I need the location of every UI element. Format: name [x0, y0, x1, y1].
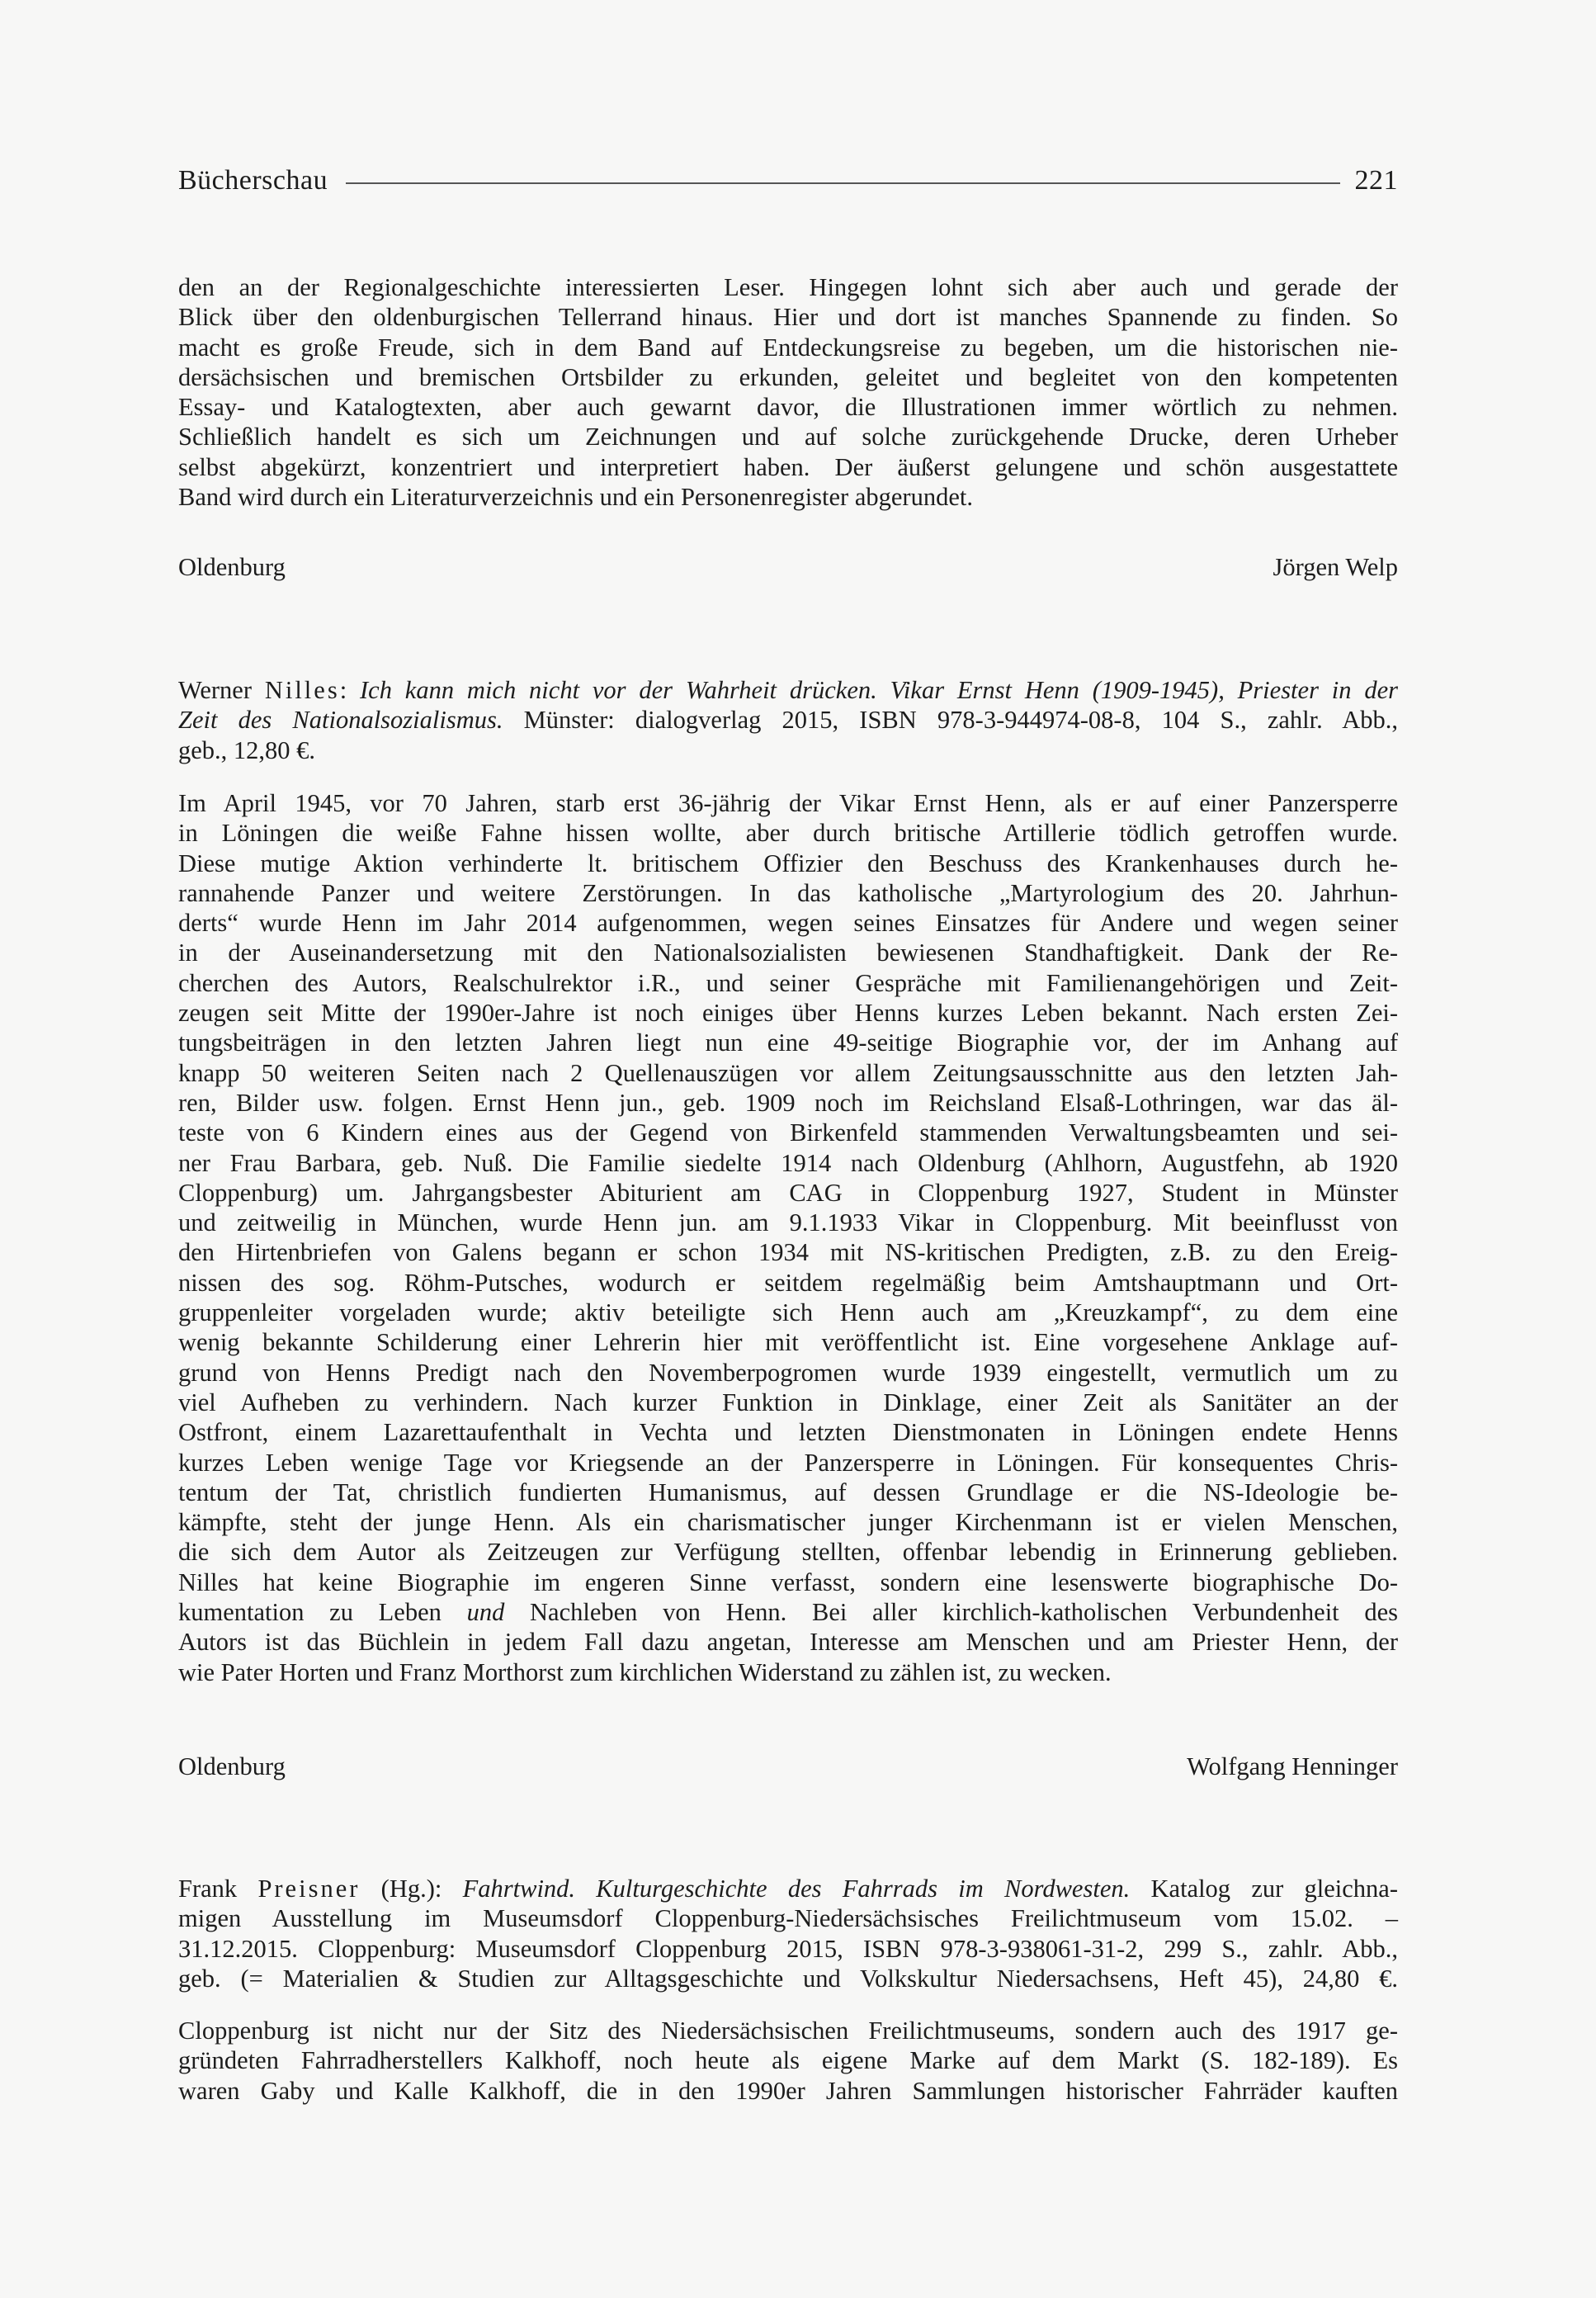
text-line: in Löningen die weiße Fahne hissen wollte, aber durch britische Artillerie tödlich getroffen wurde. [178, 819, 1398, 848]
text-line: ren, Bilder usw. folgen. Ernst Henn jun., geb. 1909 noch im Reichsland Elsaß-Lothringen, war das äl- [178, 1088, 1398, 1117]
text-line: und zeitweilig in München, wurde Henn jun. am 9.1.1933 Vikar in Cloppenburg. Mit beeinflusst von [178, 1208, 1398, 1237]
text-line: knapp 50 weiteren Seiten nach 2 Quellenauszügen vor allem Zeitungsausschnitte aus den letzten Jah- [178, 1058, 1398, 1087]
author-last-name: Preisner [257, 1875, 361, 1903]
running-header [178, 165, 1398, 196]
text-line: die sich dem Autor als Zeitzeugen zur Verfügung stellten, offenbar lebendig in Erinnerung geblieben. [178, 1538, 1398, 1567]
author-first-name: Frank [178, 1875, 238, 1903]
text-line: Diese mutige Aktion verhinderte lt. britischem Offizier den Beschuss des Krankenhauses durch he- [178, 849, 1398, 877]
review1-text [178, 272, 1398, 512]
text-line: Nilles hat keine Biographie im engeren Sinne verfasst, sondern eine lesenswerte biographische Do- [178, 1567, 1398, 1596]
book-title: Fahrtwind. Kulturgeschichte des Fahrrads im Nordwesten. [462, 1875, 1131, 1903]
publication-info: Katalog zur gleichna- [1130, 1875, 1398, 1903]
text-line: wenig bekannte Schilderung einer Lehrerin hier mit veröffentlicht ist. Eine vorgesehene Anklage auf- [178, 1328, 1398, 1357]
book-title-cont: Zeit des Nationalsozialismus. [178, 706, 503, 735]
text-line: kurzes Leben wenige Tage vor Kriegsende an der Panzersperre in Löningen. Für konsequentes Chris- [178, 1448, 1398, 1477]
text-line: kumentation zu Leben und Nachleben von Henn. Bei aller kirchlich-katholischen Verbundenheit des [178, 1598, 1398, 1627]
text-line: cherchen des Autors, Realschulrektor i.R., und seiner Gespräche mit Familienangehörigen und Zeit- [178, 968, 1398, 997]
page-number: 221 [1354, 165, 1398, 196]
text-line: tentum der Tat, christlich fundierten Humanismus, auf dessen Grundlage er die NS-Ideologie be- [178, 1478, 1398, 1506]
text-line: Cloppenburg) um. Jahrgangsbester Abiturient am CAG in Cloppenburg 1927, Student in Münster [178, 1178, 1398, 1207]
text-line: Band wird durch ein Literaturverzeichnis und ein Personenregister abgerundet. [178, 483, 973, 512]
text-line: grund von Henns Predigt nach den Novemberpogromen wurde 1939 eingestellt, vermutlich um zu [178, 1358, 1398, 1387]
review3-bibliography [178, 1874, 1398, 1993]
review1-signature [178, 553, 1398, 582]
review-place: Oldenburg [178, 1752, 286, 1780]
reviewer-name: Jörgen Welp [1273, 553, 1398, 581]
author-last-name: Nilles [264, 676, 340, 704]
text-line: den an der Regionalgeschichte interessierten Leser. Hingegen lohnt sich aber auch und gerade der [178, 273, 1398, 301]
text-line: ner Frau Barbara, geb. Nuß. Die Familie siedelte 1914 nach Oldenburg (Ahlhorn, Augustfehn, ab 1920 [178, 1148, 1398, 1177]
publication-info-cont: geb. (= Materialien & Studien zur Alltagsgeschichte und Volkskultur Niedersachsens, Heft 45), 24,80 €. [178, 1964, 1398, 1993]
review-place: Oldenburg [178, 553, 286, 581]
text-line: gründeten Fahrradherstellers Kalkhoff, noch heute als eigene Marke auf dem Markt (S. 182-189). Es [178, 2046, 1398, 2075]
review2-signature [178, 1752, 1398, 1781]
header-rule [346, 182, 1339, 184]
text-line: teste von 6 Kindern eines aus der Gegend von Birkenfeld stammenden Verwaltungsbeamten und sei- [178, 1118, 1398, 1147]
text-line: Im April 1945, vor 70 Jahren, starb erst 36-jährig der Vikar Ernst Henn, als er auf einer Panzersperre [178, 789, 1398, 817]
text-line: Schließlich handelt es sich um Zeichnungen und auf solche zurückgehende Drucke, deren Urheber [178, 423, 1398, 452]
running-title: Bücherschau [178, 165, 328, 196]
text-line: Ostfront, einem Lazarettaufenthalt in Vechta und letzten Dienstmonaten in Löningen endete Henns [178, 1418, 1398, 1447]
text-line: Blick über den oldenburgischen Tellerrand hinaus. Hier und dort ist manches Spannende zu finden. So [178, 303, 1398, 332]
text-line: kämpfte, steht der junge Henn. Als ein charismatischer junger Kirchenmann ist er vielen Menschen, [178, 1508, 1398, 1537]
publication-info: Münster: dialogverlag 2015, ISBN 978-3-944974-08-8, 104 S., zahlr. Abb., [503, 706, 1399, 735]
review3-text [178, 2016, 1398, 2106]
review2-bibliography: Werner Nilles: Ich kann mich nicht vor der Wahrheit drücken. Vikar Ernst Henn (1909-1945), Priester in der Zeit des Nationalsozialismus. Münster: dialogverlag 2015, ISBN 978-3-944974-08-8, 104 S., zahlr. Abb., geb., 12,80 €. [178, 676, 1399, 764]
text-line: rannahende Panzer und weitere Zerstörungen. In das katholische „Martyrologium des 20. Jahrhun- [178, 878, 1398, 907]
text-line: waren Gaby und Kalle Kalkhoff, die in den 1990er Jahren Sammlungen historischer Fahrräder kauften [178, 2076, 1398, 2105]
text-line: macht es große Freude, sich in dem Band auf Entdeckungsreise zu begeben, um die historischen nie- [178, 333, 1398, 362]
text-line: Essay- und Katalogtexten, aber auch gewarnt davor, die Illustrationen immer wörtlich zu nehmen. [178, 393, 1398, 422]
text-line: zeugen seit Mitte der 1990er-Jahre ist noch einiges über Henns kurzes Leben bekannt. Nach ersten Zei- [178, 999, 1398, 1028]
text-line: den Hirtenbriefen von Galens begann er schon 1934 mit NS-kritischen Predigten, z.B. zu den Ereig- [178, 1238, 1398, 1267]
book-title: Ich kann mich nicht vor der Wahrheit drücken. Vikar Ernst Henn (1909-1945), Priester in der [360, 676, 1398, 704]
text-line: nissen des sog. Röhm-Putsches, wodurch er seitdem regelmäßig beim Amtshauptmann und Ort- [178, 1268, 1398, 1297]
text-line: gruppenleiter vorgeladen wurde; aktiv beteiligte sich Henn auch am „Kreuzkampf“, zu dem eine [178, 1298, 1398, 1327]
text-line: Cloppenburg ist nicht nur der Sitz des Niedersächsischen Freilichtmuseums, sondern auch des 1917 ge- [178, 2017, 1398, 2045]
text-line: selbst abgekürzt, konzentriert und interpretiert haben. Der äußerst gelungene und schön ausgestattete [178, 452, 1398, 481]
text-line: derts“ wurde Henn im Jahr 2014 aufgenommen, wegen seines Einsatzes für Andere und wegen seiner [178, 909, 1398, 938]
text-line: dersächsischen und bremischen Ortsbilder zu erkunden, geleitet und begleitet von den kompetenten [178, 362, 1398, 391]
text-line: viel Aufheben zu verhindern. Nach kurzer Funktion in Dinklage, einer Zeit als Sanitäter an der [178, 1388, 1398, 1416]
emphasis-und: und [466, 1598, 505, 1627]
publication-info-cont: geb., 12,80 €. [178, 735, 316, 764]
publication-info-cont: migen Ausstellung im Museumsdorf Cloppenburg-Niedersächsisches Freilichtmuseum vom 15.02. – [178, 1904, 1398, 1933]
author-first-name: Werner [178, 676, 252, 704]
publication-info-cont: 31.12.2015. Cloppenburg: Museumsdorf Cloppenburg 2015, ISBN 978-3-938061-31-2, 299 S., zahlr. Abb., [178, 1934, 1398, 1963]
text-line: in der Auseinandersetzung mit den Nationalsozialisten bewiesenen Standhaftigkeit. Dank der Re- [178, 939, 1398, 967]
text-line: tungsbeiträgen in den letzten Jahren liegt nun eine 49-seitige Biographie vor, der im Anhang auf [178, 1028, 1398, 1057]
reviewer-name: Wolfgang Henninger [1187, 1752, 1398, 1780]
review2-text [178, 788, 1398, 1687]
author-role: (Hg.): [360, 1875, 463, 1903]
text-line: Autors ist das Büchlein in jedem Fall dazu angetan, Interesse am Menschen und am Priester Henn, der [178, 1628, 1398, 1657]
text-line: wie Pater Horten und Franz Morthorst zum kirchlichen Widerstand zu zählen ist, zu wecken. [178, 1657, 1112, 1686]
